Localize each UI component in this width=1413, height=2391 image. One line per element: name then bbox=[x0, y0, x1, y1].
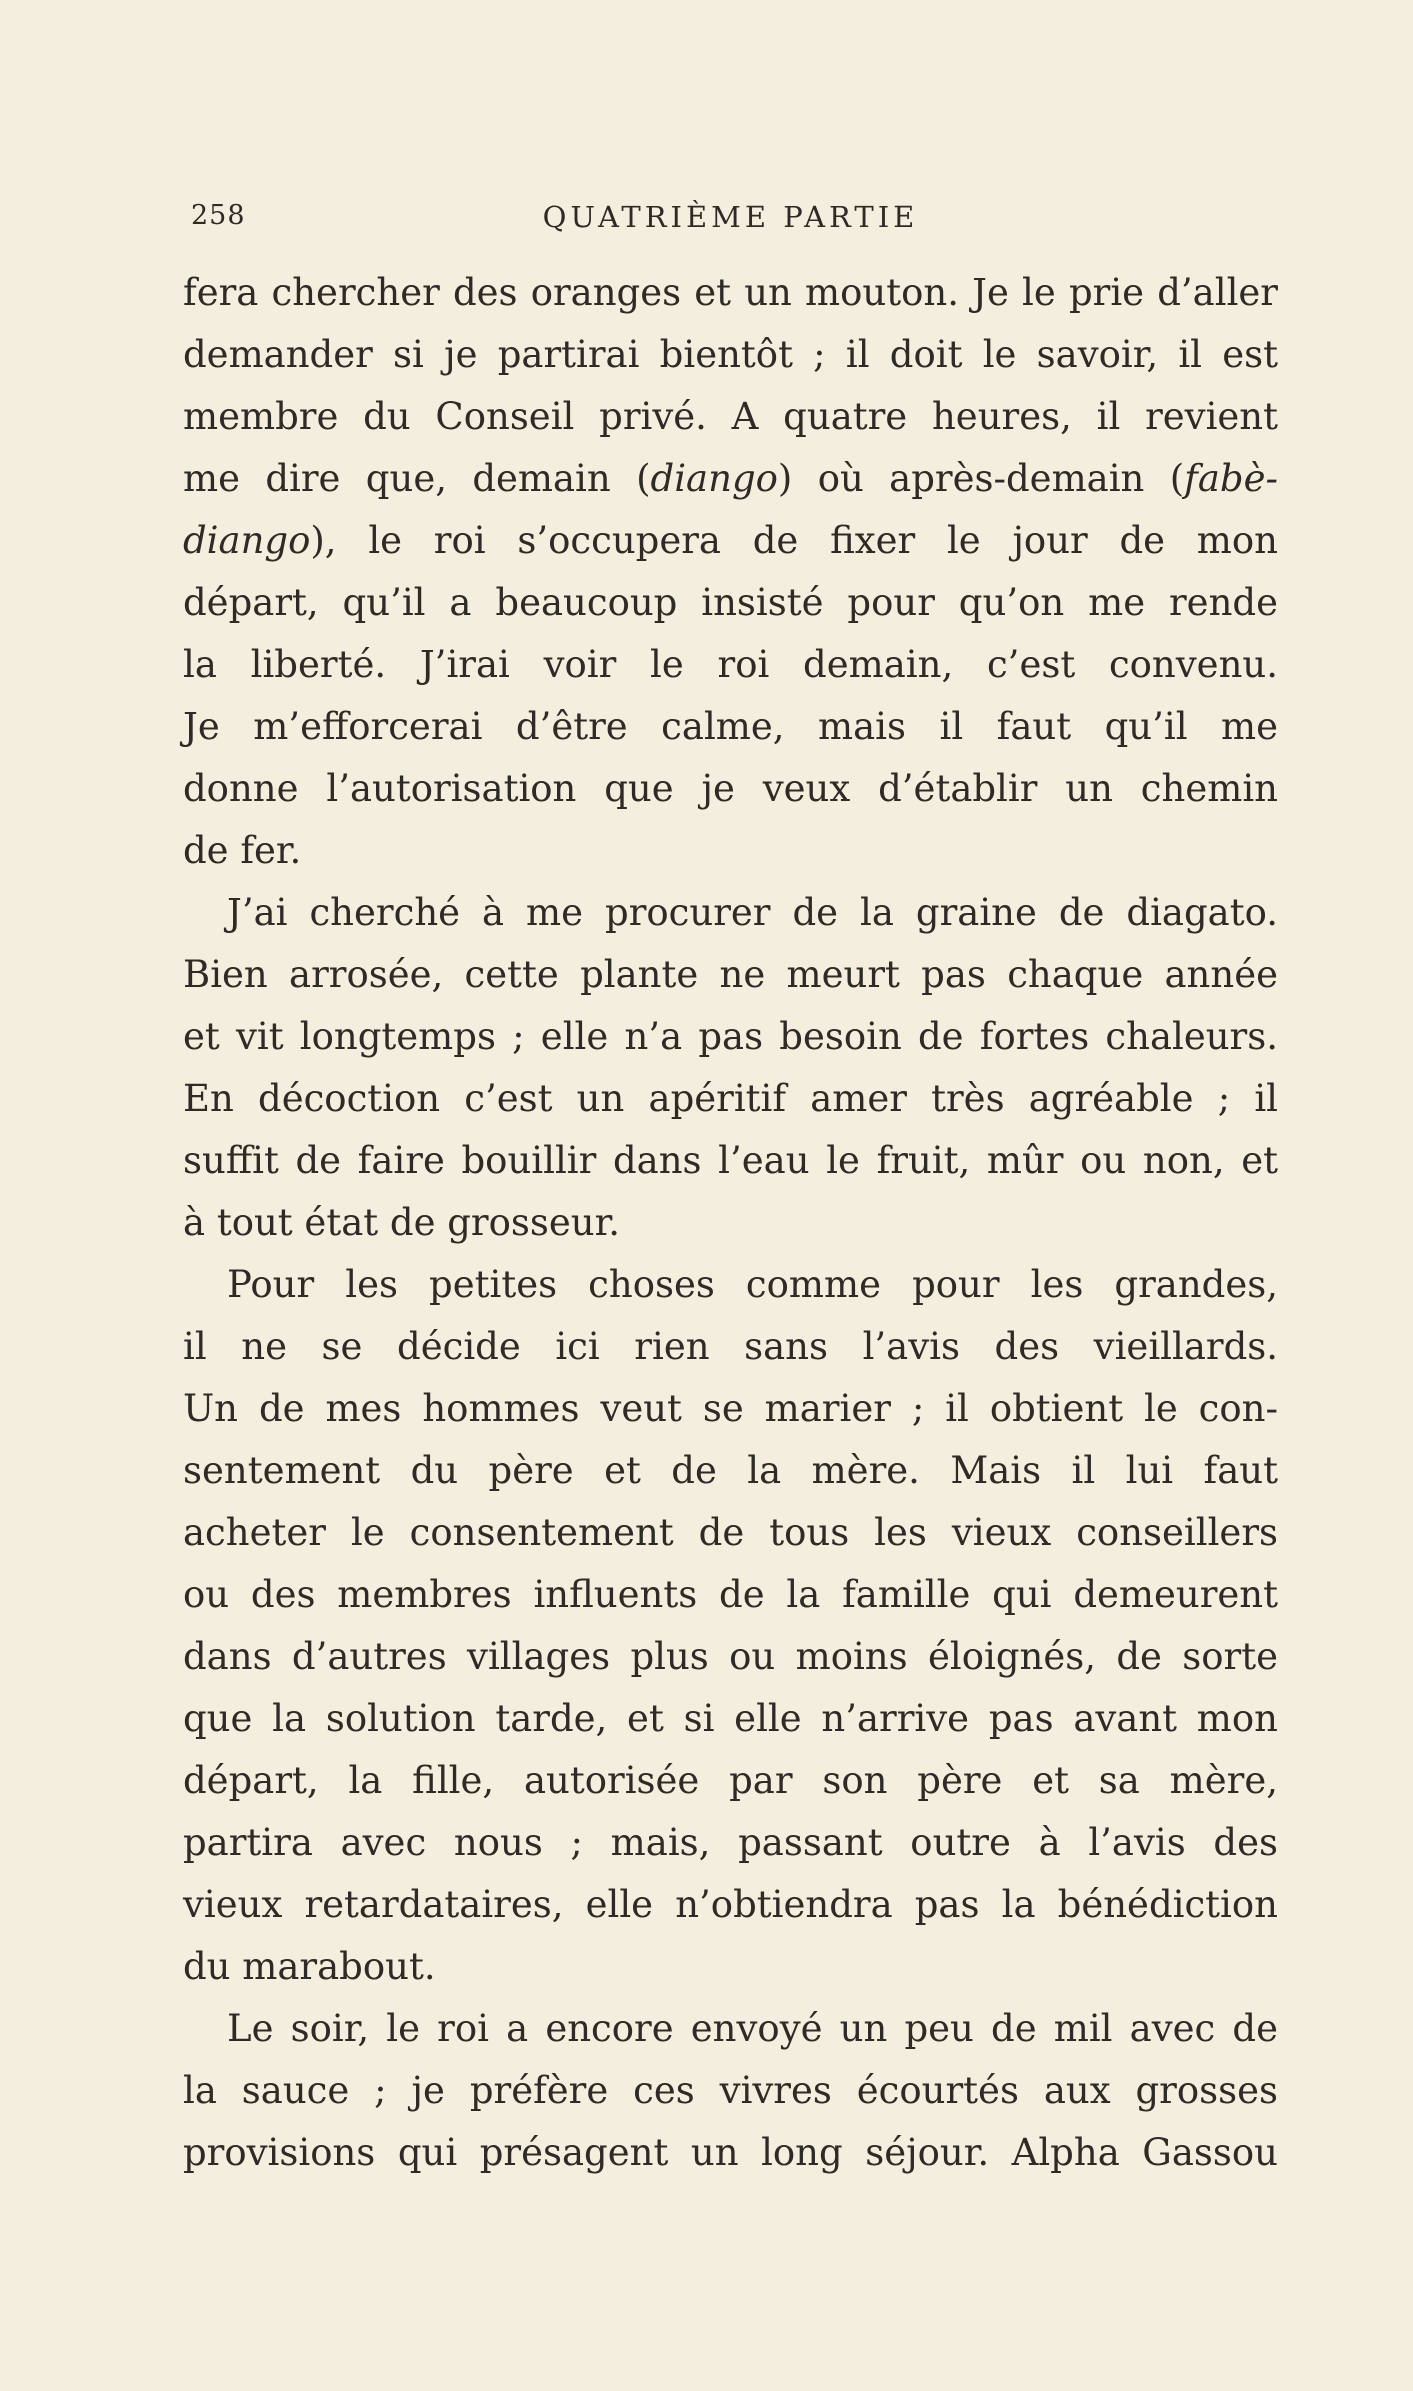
text-line: à tout état de grosseur. bbox=[183, 1201, 620, 1244]
text-line: la liberté. J’irai voir le roi demain, c’est convenu. bbox=[183, 643, 1278, 686]
text-line: vieux retardataires, elle n’obtiendra pas la bénédiction bbox=[183, 1883, 1278, 1926]
text-line: demander si je partirai bientôt ; il doit le savoir, il est bbox=[183, 333, 1278, 376]
text-line: Pour les petites choses comme pour les grandes, bbox=[227, 1263, 1278, 1306]
page-header bbox=[183, 192, 1278, 242]
text-line: Un de mes hommes veut se marier ; il obtient le con- bbox=[183, 1387, 1278, 1430]
text-line: du marabout. bbox=[183, 1945, 436, 1988]
paragraph-3 bbox=[183, 1254, 1278, 1998]
text-line: et vit longtemps ; elle n’a pas besoin de fortes chaleurs. bbox=[183, 1015, 1278, 1058]
text-line: de fer. bbox=[183, 829, 302, 872]
text-line: sentement du père et de la mère. Mais il lui faut bbox=[183, 1449, 1278, 1492]
text-line: partira avec nous ; mais, passant outre à l’avis des bbox=[183, 1821, 1278, 1864]
page-number: 258 bbox=[191, 200, 246, 231]
text-line: ou des membres influents de la famille qui demeurent bbox=[183, 1573, 1278, 1616]
text-line: donne l’autorisation que je veux d’établir un chemin bbox=[183, 767, 1278, 810]
text-line: la sauce ; je préfère ces vivres écourtés aux grosses bbox=[183, 2069, 1278, 2112]
text-line: me dire que, demain (diango) où après-demain (fabè- bbox=[183, 457, 1279, 500]
text-line: fera chercher des oranges et un mouton. Je le prie d’aller bbox=[183, 271, 1278, 314]
text-line: provisions qui présagent un long séjour. Alpha Gassou bbox=[183, 2131, 1278, 2174]
text-line: départ, qu’il a beaucoup insisté pour qu’on me rende bbox=[183, 581, 1278, 624]
text-line: membre du Conseil privé. A quatre heures, il revient bbox=[183, 395, 1278, 438]
text-line: En décoction c’est un apéritif amer très agréable ; il bbox=[183, 1077, 1278, 1120]
paragraph-1 bbox=[183, 262, 1278, 882]
running-head: QUATRIÈME PARTIE bbox=[542, 200, 919, 234]
text-line: il ne se décide ici rien sans l’avis des vieillards. bbox=[183, 1325, 1278, 1368]
text-line: Bien arrosée, cette plante ne meurt pas chaque année bbox=[183, 953, 1278, 996]
paragraph-4 bbox=[183, 1998, 1278, 2184]
text-line: Je m’efforcerai d’être calme, mais il faut qu’il me bbox=[183, 705, 1278, 748]
text-line: dans d’autres villages plus ou moins éloignés, de sorte bbox=[183, 1635, 1278, 1678]
text-line: diango), le roi s’occupera de fixer le jour de mon bbox=[183, 519, 1278, 562]
text-line: acheter le consentement de tous les vieux conseillers bbox=[183, 1511, 1278, 1554]
text-line: que la solution tarde, et si elle n’arrive pas avant mon bbox=[183, 1697, 1278, 1740]
text-line: départ, la fille, autorisée par son père et sa mère, bbox=[183, 1759, 1278, 1802]
text-line: suffit de faire bouillir dans l’eau le fruit, mûr ou non, et bbox=[183, 1139, 1278, 1182]
text-line: J’ai cherché à me procurer de la graine de diagato. bbox=[227, 891, 1278, 934]
paragraph-2 bbox=[183, 882, 1278, 1254]
text-line: Le soir, le roi a encore envoyé un peu de mil avec de bbox=[227, 2007, 1278, 2050]
body-text bbox=[183, 262, 1278, 2184]
